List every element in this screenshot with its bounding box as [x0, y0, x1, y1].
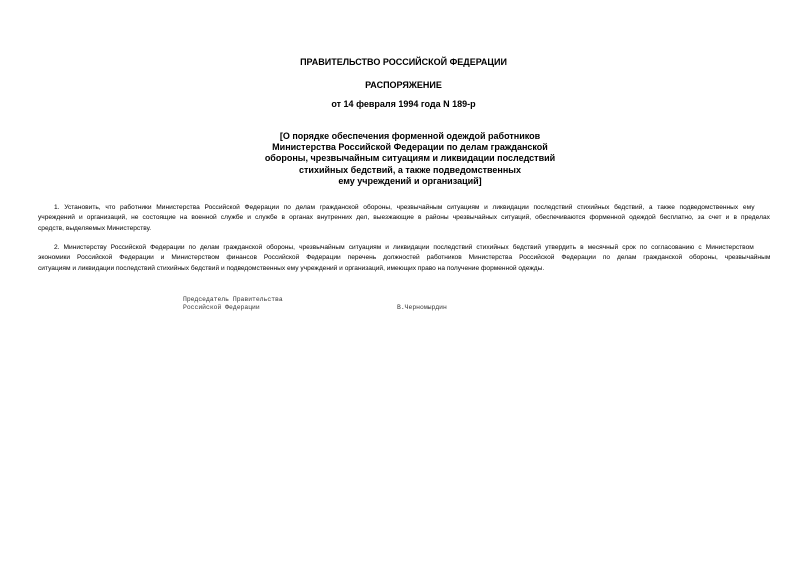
title-line: Министерства Российской Федерации по делам гражданской: [272, 142, 548, 153]
paragraph-line: учреждений и организаций, не состоящие на военной службе и службе в органах внутренних дел, выезжающие в районы чрезвычайных ситуаций, обеспечиваются форменной одеждой бесплатно, за счет и в пределах: [38, 214, 770, 222]
paragraph-line: 1. Установить, что работники Министерства Российской Федерации по делам гражданской обороны, чрезвычайным ситуациям и ликвидации последствий стихийных бедствий, а также подведомственных ему: [54, 204, 755, 211]
document-title: [200, 131, 620, 187]
paragraph-1: [38, 203, 770, 234]
paragraph-line: средств, выделяемых Министерству.: [38, 224, 152, 232]
paragraph-line: экономики Российской Федерации и Министерством финансов Российской Федерации перечень должностей работников Министерства Российской Федерации по делам гражданской обороны, чрезвычайным: [38, 254, 771, 262]
signature-position-line2: Российской Федерации: [183, 304, 260, 311]
signature-position-line1: Председатель Правительства: [183, 296, 283, 303]
title-line: обороны, чрезвычайным ситуациям и ликвидации последствий: [264, 153, 556, 164]
title-line: ему учреждений и организаций]: [338, 175, 482, 186]
organization-heading: ПРАВИТЕЛЬСТВО РОССИЙСКОЙ ФЕДЕРАЦИИ: [300, 57, 507, 67]
document-type-heading: РАСПОРЯЖЕНИЕ: [365, 80, 442, 90]
title-line: стихийных бедствий, а также подведомственных: [299, 164, 521, 175]
paragraph-line: 2. Министерству Российской Федерации по делам гражданской обороны, чрезвычайным ситуациям и ликвидации последствий стихийных бедствий утвердить в месячный срок по согласованию с Министерством: [54, 244, 754, 251]
paragraph-line: ситуациям и ликвидации последствий стихийных бедствий и подведомственных ему учреждений и организаций, имеющих право на получение форменной одежды.: [38, 264, 545, 272]
document-date-number: от 14 февраля 1994 года N 189-р: [331, 99, 476, 109]
signature-name: В.Черномырдин: [397, 304, 447, 311]
title-line: [О порядке обеспечения форменной одеждой работников: [279, 131, 541, 141]
paragraph-2: [38, 243, 770, 274]
